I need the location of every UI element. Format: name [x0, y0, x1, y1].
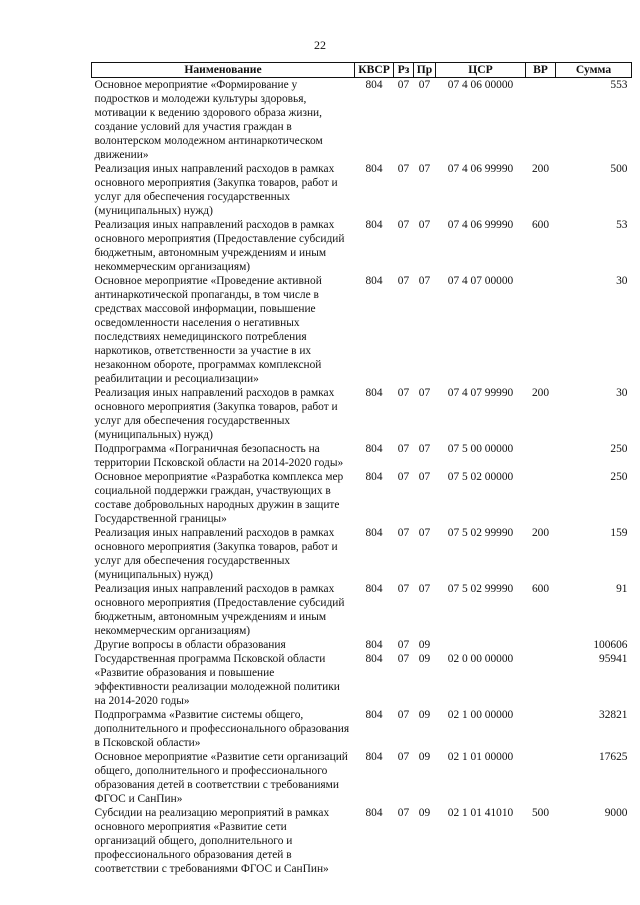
table-row	[92, 638, 632, 652]
budget-table	[91, 62, 632, 876]
table-row	[92, 750, 632, 806]
cell-kvsr: 804	[365, 639, 383, 651]
cell-sum: 553	[610, 79, 628, 91]
cell-rz: 07	[397, 709, 410, 721]
table-row	[92, 708, 632, 750]
cell-sum: 100606	[593, 639, 628, 651]
cell-pr: 07	[418, 163, 431, 175]
cell-sum: 32821	[599, 709, 628, 721]
table-row	[92, 582, 632, 638]
cell-name: Реализация иных направлений расходов в рамках основного мероприятия (Предоставление субсидий бюджетным, автономным учреждениям и иным некоммерческим организациям)	[94, 583, 345, 637]
cell-sum: 95941	[599, 653, 628, 665]
cell-rz: 07	[397, 527, 410, 539]
cell-name: Реализация иных направлений расходов в рамках основного мероприятия (Закупка товаров, работ и услуг для обеспечения государственных (муниципальных) нужд)	[94, 527, 338, 581]
table-row	[92, 162, 632, 218]
cell-vr	[526, 442, 556, 470]
cell-csr: 02 1 01 41010	[447, 807, 514, 819]
cell-rz: 07	[397, 751, 410, 763]
cell-kvsr: 804	[365, 709, 383, 721]
cell-kvsr: 804	[365, 583, 383, 595]
cell-csr: 07 4 06 99990	[447, 163, 514, 175]
cell-vr	[526, 638, 556, 652]
cell-vr	[526, 652, 556, 708]
cell-sum: 250	[610, 443, 628, 455]
cell-csr: 07 4 07 00000	[447, 275, 514, 287]
cell-name: Основное мероприятие «Проведение активной антинаркотической пропаганды, в том числе в средствах массовой информации, повышение осведомленности населения о негативных последствиях немедицинского потребления наркотиков, ответственности за участие в их незаконном обороте, программах комплексной реабилитации и ресоциализации»	[94, 275, 322, 385]
cell-rz: 07	[397, 387, 410, 399]
cell-rz: 07	[397, 583, 410, 595]
cell-kvsr: 804	[365, 751, 383, 763]
cell-pr: 07	[418, 79, 431, 91]
table-row	[92, 526, 632, 582]
cell-pr: 07	[418, 527, 431, 539]
table-row	[92, 652, 632, 708]
column-header-csr: ЦСР	[436, 63, 526, 78]
cell-csr: 07 5 02 99990	[447, 583, 514, 595]
cell-sum: 17625	[599, 751, 628, 763]
cell-name: Субсидии на реализацию мероприятий в рамках основного мероприятия «Развитие сети организаций общего, дополнительного и профессионального образования детей в соответствии с требованиями ФГОС и СанПин»	[94, 807, 330, 875]
cell-kvsr: 804	[365, 807, 383, 819]
cell-pr: 09	[418, 639, 431, 651]
cell-rz: 07	[397, 79, 410, 91]
cell-vr: 600	[531, 219, 550, 231]
cell-csr: 07 5 00 00000	[447, 443, 514, 455]
cell-rz: 07	[397, 807, 410, 819]
cell-rz: 07	[397, 471, 410, 483]
cell-pr: 09	[418, 751, 431, 763]
table-row	[92, 386, 632, 442]
cell-name: Основное мероприятие «Разработка комплекса мер социальной поддержки граждан, участвующих в составе добровольных народных дружин в защите Государственной границы»	[94, 471, 344, 525]
cell-csr: 02 0 00 00000	[447, 653, 514, 665]
table-row	[92, 78, 632, 163]
cell-name: Подпрограмма «Пограничная безопасность на территории Псковской области на 2014-2020 годы»	[94, 443, 344, 469]
table-row	[92, 274, 632, 386]
cell-pr: 07	[418, 443, 431, 455]
cell-name: Другие вопросы в области образования	[94, 639, 286, 651]
cell-csr: 07 5 02 00000	[447, 471, 514, 483]
table-row	[92, 442, 632, 470]
cell-kvsr: 804	[365, 275, 383, 287]
cell-csr: 07 4 06 99990	[447, 219, 514, 231]
cell-csr	[436, 638, 526, 652]
cell-pr: 07	[418, 471, 431, 483]
cell-pr: 09	[418, 807, 431, 819]
cell-name: Основное мероприятие «Развитие сети организаций общего, дополнительного и профессионального образования детей в соответствии с требованиями ФГОС и СанПин»	[94, 751, 348, 805]
cell-kvsr: 804	[365, 219, 383, 231]
cell-name: Подпрограмма «Развитие системы общего, дополнительного и профессионального образования в Псковской области»	[94, 709, 350, 749]
page-number: 22	[314, 38, 326, 52]
cell-kvsr: 804	[365, 387, 383, 399]
cell-rz: 07	[397, 653, 410, 665]
cell-vr	[526, 470, 556, 526]
cell-sum: 53	[616, 219, 628, 231]
cell-kvsr: 804	[365, 527, 383, 539]
cell-vr: 200	[531, 527, 550, 539]
cell-rz: 07	[397, 163, 410, 175]
cell-kvsr: 804	[365, 79, 383, 91]
column-header-sum: Сумма	[556, 63, 632, 78]
column-header-kvsr: КВСР	[355, 63, 394, 78]
cell-vr: 200	[531, 387, 550, 399]
cell-kvsr: 804	[365, 163, 383, 175]
cell-name: Реализация иных направлений расходов в рамках основного мероприятия (Предоставление субсидий бюджетным, автономным учреждениям и иным некоммерческим организациям)	[94, 219, 345, 273]
cell-kvsr: 804	[365, 443, 383, 455]
cell-csr: 07 5 02 99990	[447, 527, 514, 539]
cell-rz: 07	[397, 639, 410, 651]
cell-pr: 09	[418, 709, 431, 721]
cell-sum: 159	[610, 527, 628, 539]
table-row	[92, 806, 632, 876]
cell-pr: 07	[418, 275, 431, 287]
cell-kvsr: 804	[365, 653, 383, 665]
cell-csr: 07 4 06 00000	[447, 79, 514, 91]
cell-vr: 200	[531, 163, 550, 175]
cell-pr: 07	[418, 583, 431, 595]
cell-vr	[526, 274, 556, 386]
column-header-rz: Рз	[394, 63, 414, 78]
cell-vr: 500	[531, 807, 550, 819]
cell-rz: 07	[397, 219, 410, 231]
cell-vr	[526, 750, 556, 806]
cell-sum: 30	[616, 275, 628, 287]
table-row	[92, 470, 632, 526]
cell-kvsr: 804	[365, 471, 383, 483]
cell-name: Основное мероприятие «Формирование у подростков и молодежи культуры здоровья, мотивации к ведению здорового образа жизни, создание условий для участия граждан в волонтерском молодежном антинаркотическом движении»	[94, 79, 323, 161]
column-header-pr: Пр	[414, 63, 436, 78]
cell-vr: 600	[531, 583, 550, 595]
cell-rz: 07	[397, 443, 410, 455]
cell-rz: 07	[397, 275, 410, 287]
column-header-vr: ВР	[526, 63, 556, 78]
column-header-name: Наименование	[92, 63, 355, 78]
cell-csr: 02 1 00 00000	[447, 709, 514, 721]
cell-name: Реализация иных направлений расходов в рамках основного мероприятия (Закупка товаров, работ и услуг для обеспечения государственных (муниципальных) нужд)	[94, 387, 338, 441]
table-header-row	[92, 63, 632, 78]
cell-sum: 500	[610, 163, 628, 175]
cell-csr: 02 1 01 00000	[447, 751, 514, 763]
cell-sum: 91	[616, 583, 628, 595]
cell-name: Государственная программа Псковской области «Развитие образования и повышение эффективности реализации молодежной политики на 2014-2020 годы»	[94, 653, 340, 707]
cell-csr: 07 4 07 99990	[447, 387, 514, 399]
cell-vr	[526, 78, 556, 163]
cell-pr: 07	[418, 387, 431, 399]
cell-sum: 9000	[604, 807, 628, 819]
table-row	[92, 218, 632, 274]
cell-name: Реализация иных направлений расходов в рамках основного мероприятия (Закупка товаров, работ и услуг для обеспечения государственных (муниципальных) нужд)	[94, 163, 338, 217]
cell-sum: 250	[610, 471, 628, 483]
cell-vr	[526, 708, 556, 750]
cell-pr: 09	[418, 653, 431, 665]
cell-sum: 30	[616, 387, 628, 399]
cell-pr: 07	[418, 219, 431, 231]
